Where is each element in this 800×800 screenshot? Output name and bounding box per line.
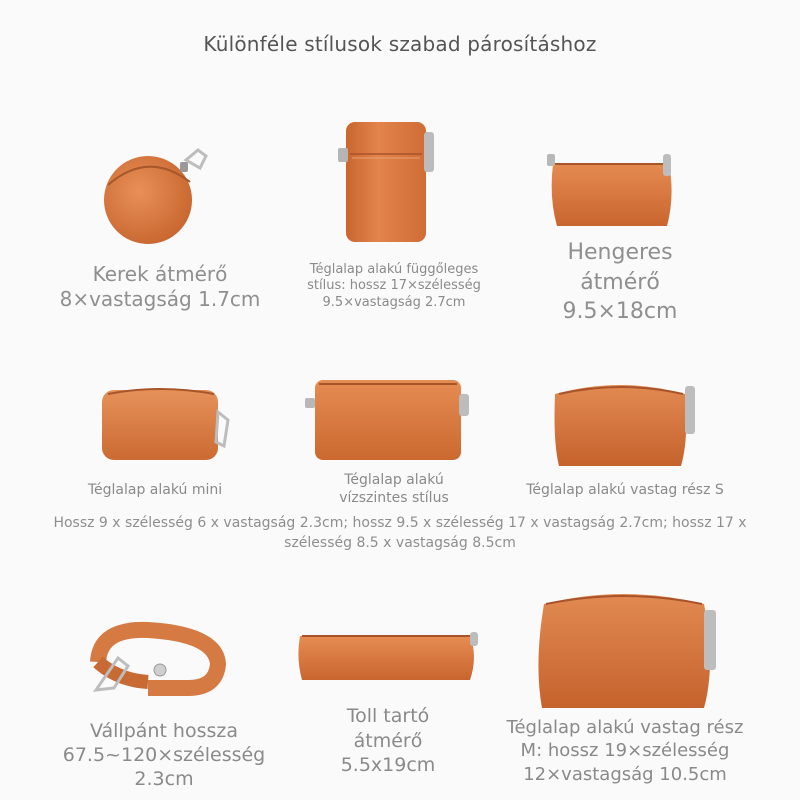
horizontal-caption: Téglalap alakú vízszintes stílus: [339, 472, 449, 506]
thick-s-pouch-image: [545, 372, 715, 472]
phone-bag-image: [338, 118, 448, 248]
thick-m-pouch-image: [528, 584, 738, 714]
horizontal-bag-image: [305, 376, 475, 466]
dimensions-text: Hossz 9 x szélesség 6 x vastagság 2.3cm; hossz 9.5 x szélesség 17 x vastagság 2.7cm; hossz 17 x szélesség 8.5 x vastagság 8.5cm: [53, 515, 747, 552]
cylinder-bag-image: [545, 150, 685, 240]
mini-caption: Téglalap alakú mini: [87, 482, 223, 498]
pen-case-image: [294, 626, 484, 686]
cylinder-caption: Hengeres átmérő 9.5×18cm: [562, 240, 678, 325]
thick-m-caption: Téglalap alakú vastag rész M: hossz 19×szélesség 12×vastagság 10.5cm: [506, 717, 744, 785]
round-pouch-image: [98, 140, 218, 250]
vertical-caption: Téglalap alakú függőleges stílus: hossz 17×szélesség 9.5×vastagság 2.7cm: [307, 262, 481, 310]
page-title: Különféle stílusok szabad párosításhoz: [203, 32, 597, 56]
pen-caption: Toll tartó átmérő 5.5x19cm: [340, 705, 436, 777]
shoulder-strap-image: [78, 618, 228, 708]
round-caption: Kerek átmérő 8×vastagság 1.7cm: [59, 262, 261, 311]
thick-s-caption: Téglalap alakú vastag rész S: [526, 482, 724, 498]
strap-caption: Vállpánt hossza 67.5~120×szélesség 2.3cm: [62, 720, 266, 790]
mini-pouch-image: [96, 382, 246, 472]
